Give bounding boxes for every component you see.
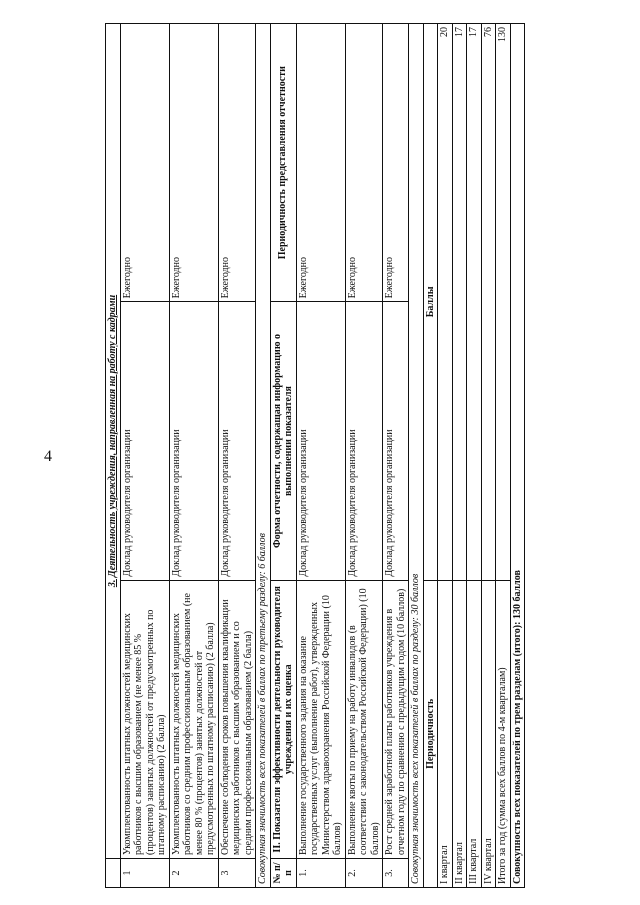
- summary-row: [481, 24, 496, 888]
- indicator-text: Укомплектованность штатных должностей медицинских работников со средним профессиональным образованием (не менее 80 % (процентов) занятых должностей от предусмотренных по штатному расписанию) (2 балла): [169, 580, 218, 858]
- section2-header-row: [270, 24, 296, 888]
- section2-total-row: [409, 24, 424, 888]
- report-period: Ежегодно: [169, 24, 218, 302]
- indicators-table: [105, 23, 525, 888]
- report-period: Ежегодно: [120, 24, 169, 302]
- summary-row: [452, 24, 467, 888]
- summary-label: Итого за год (сумма всех баллов по 4-м кварталам): [496, 580, 511, 887]
- report-form: Доклад руководителя организации: [218, 302, 256, 580]
- page-number: 4: [44, 448, 52, 465]
- final-total-row: [510, 24, 525, 888]
- summary-row: [467, 24, 482, 888]
- row-number: 1.: [296, 859, 345, 888]
- summary-value: 17: [467, 24, 482, 581]
- summary-row: [438, 24, 453, 888]
- summary-label: IV квартал: [481, 580, 496, 887]
- summary-value: 17: [452, 24, 467, 581]
- summary-row: [496, 24, 511, 888]
- table-row: [169, 24, 218, 888]
- header-number: № п/п: [270, 859, 296, 888]
- summary-label: II квартал: [452, 580, 467, 887]
- summary-value: 76: [481, 24, 496, 581]
- section3-title: 3. Деятельность учреждения, направленная на работу с кадрами: [106, 24, 121, 859]
- report-form: Доклад руководителя организации: [120, 302, 169, 580]
- section3-total: Совокупная значимость всех показателей в баллах по третьему разделу: 6 баллов: [256, 24, 271, 888]
- row-number: 3.: [383, 859, 409, 888]
- report-period: Ежегодно: [383, 24, 409, 302]
- row-number: 2.: [345, 859, 383, 888]
- header-form: Форма отчетности, содержащая информацию о выполнении показателя: [270, 302, 296, 580]
- indicator-text: Выполнение квоты по приему на работу инвалидов (в соответствии с законодательством Российской Федерации) (10 баллов): [345, 580, 383, 858]
- summary-label: I квартал: [438, 580, 453, 887]
- report-period: Ежегодно: [345, 24, 383, 302]
- summary-points-header: Баллы: [423, 24, 438, 581]
- table-row: [383, 24, 409, 888]
- summary-period-header: Периодичность: [423, 580, 438, 887]
- report-period: Ежегодно: [218, 24, 256, 302]
- table-row: [120, 24, 169, 888]
- header-period: Периодичность представления отчетности: [270, 24, 296, 302]
- row-number: 3: [218, 859, 256, 888]
- row-number: 1: [120, 859, 169, 888]
- table-row: [218, 24, 256, 888]
- table-row: [345, 24, 383, 888]
- table-row: [296, 24, 345, 888]
- indicator-text: Обеспечение соблюдения сроков повышения квалификации медицинских работников с высшим образованием и со средним профессиональным образованием (2 балла): [218, 580, 256, 858]
- report-form: Доклад руководителя организации: [345, 302, 383, 580]
- summary-label: III квартал: [467, 580, 482, 887]
- summary-value: 20: [438, 24, 453, 581]
- header-indicator: II. Показатели эффективности деятельности руководителя учреждения и их оценка: [270, 580, 296, 858]
- section2-total: Совокупная значимость всех показателей в баллах по разделу: 30 баллов: [409, 24, 424, 888]
- indicator-text: Выполнение государственного задания на оказание государственных услуг (выполнение работ), утвержденных Министерством здравоохранения Российской Федерации (10 баллов): [296, 580, 345, 858]
- section3-title-row: [106, 24, 121, 888]
- summary-value: 130: [496, 24, 511, 581]
- report-period: Ежегодно: [296, 24, 345, 302]
- report-form: Доклад руководителя организации: [296, 302, 345, 580]
- rotated-table-container: [105, 23, 525, 888]
- final-total: Совокупность всех показателей по трем разделам (итого): 130 баллов: [510, 24, 525, 888]
- indicator-text: Рост средней заработной платы работников учреждения в отчетном году по сравнению с предыдущим годом (10 баллов): [383, 580, 409, 858]
- indicator-text: Укомплектованность штатных должностей медицинских работников с высшим образованием (не менее 85 % (процентов) занятых должностей от предусмотренных по штатному расписанию) (2 балла): [120, 580, 169, 858]
- report-form: Доклад руководителя организации: [169, 302, 218, 580]
- report-form: Доклад руководителя организации: [383, 302, 409, 580]
- row-number: 2: [169, 859, 218, 888]
- section3-total-row: [256, 24, 271, 888]
- summary-header-row: [423, 24, 438, 888]
